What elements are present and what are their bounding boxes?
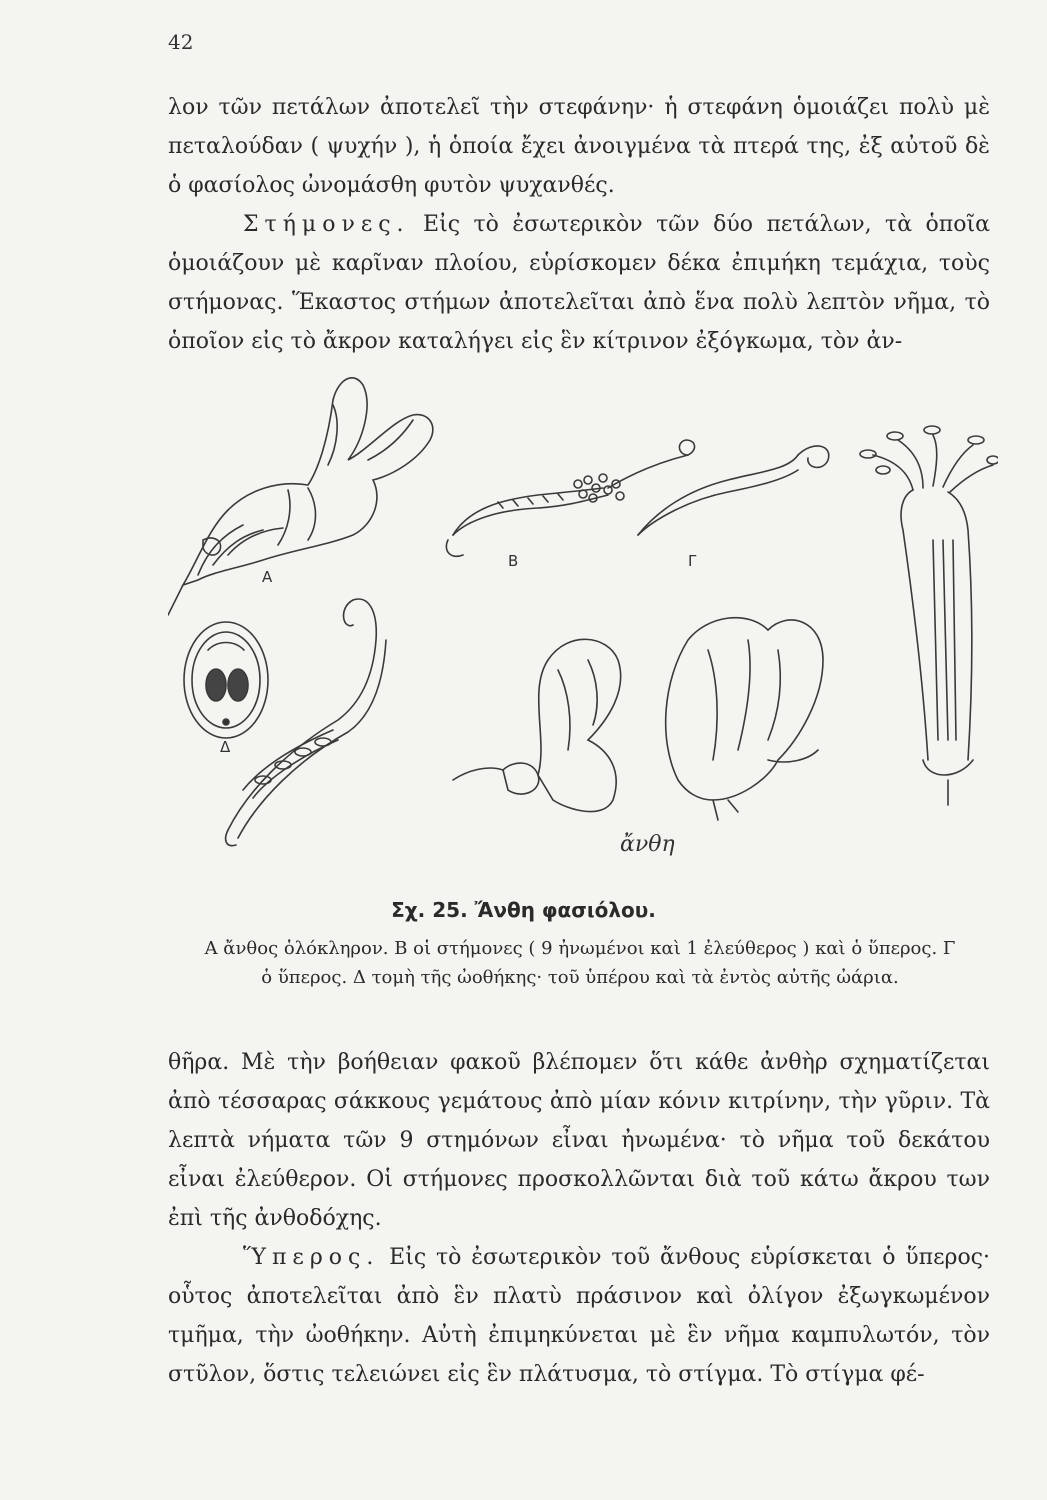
- whole-flower-drawing: [168, 378, 433, 615]
- label-b: Β: [508, 552, 519, 570]
- paragraph-stamens: [168, 205, 990, 361]
- stamens-drawing: [446, 440, 694, 556]
- pistil-drawing: [638, 446, 829, 535]
- stamen-column-drawing: [860, 426, 998, 805]
- flower-illustrations: [168, 360, 998, 890]
- flower-side-view-drawing: [453, 639, 621, 811]
- figure-caption: Α ἄνθος ὁλόκληρον. Β οἱ στήμονες ( 9 ἠνωμένοι καὶ 1 ἐλεύθερος ) καὶ ὁ ὕπερος. Γ ὁ ὕπερος. Δ τομὴ τῆς ὠοθήκης· τοῦ ὑπέρου καὶ τὰ ἐντὸς αὐτῆς ὠάρια.: [204, 938, 956, 988]
- flower-front-view-drawing: [666, 618, 823, 820]
- ovary-ovules-drawing: [226, 599, 386, 846]
- stamens-text: Εἰς τὸ ἐσωτερικὸν τῶν δύο πετάλων, τὰ ὁποῖα ὁμοιάζουν μὲ καρῖναν πλοίου, εὑρίσκομεν δέκα ἐπιμήκη τεμάχια, τοὺς στήμονας. Ἕκαστος στήμων ἀποτελεῖται ἀπὸ ἕνα πολὺ λεπτὸν νῆμα, τὸ ὁποῖον εἰς τὸ ἄκρον καταλήγει εἰς ἓν κίτρινον ἐξόγκωμα, τὸν ἀν-: [168, 212, 990, 354]
- figure-title: Σχ. 25. Ἄνθη φασιόλου.: [391, 898, 656, 922]
- label-d: Δ: [220, 738, 231, 756]
- pistil-heading: Ὕπερος.: [243, 1245, 380, 1270]
- figure-bean-flowers: [168, 360, 998, 890]
- label-g: Γ: [688, 552, 697, 570]
- paragraph-corolla: λον τῶν πετάλων ἀποτελεῖ τὴν στεφάνην· ἡ στεφάνη ὁμοιάζει πολὺ μὲ πεταλούδαν ( ψυχήν ), ἡ ὁποία ἔχει ἀνοιγμένα τὰ πτερά της, ἐξ αὐτοῦ δὲ ὁ φασίολος ὠνομάσθη φυτὸν ψυχανθές.: [168, 95, 990, 198]
- stamens-heading: Στήμονες.: [243, 212, 410, 237]
- flowers-label: ἄνθη: [620, 832, 675, 857]
- pistil-text: Εἰς τὸ ἐσωτερικὸν τοῦ ἄνθους εὑρίσκεται ὁ ὕπερος· οὗτος ἀποτελεῖται ἀπὸ ἓν πλατὺ πράσινον καὶ ὀλίγον ἐξωγκωμένον τμῆμα, τὴν ὠοθήκην. Αὐτὴ ἐπιμηκύνεται μὲ ἓν νῆμα καμπυλωτόν, τὸν στῦλον, ὅστις τελειώνει εἰς ἓν πλάτυσμα, τὸ στίγμα. Τὸ στίγμα φέ-: [168, 1245, 990, 1387]
- label-a: Α: [262, 568, 273, 586]
- paragraph-pistil: [168, 1238, 990, 1394]
- bottom-text-block: [168, 1043, 990, 1394]
- top-text-block: [168, 88, 990, 361]
- paragraph-anther: θῆρα. Μὲ τὴν βοήθειαν φακοῦ βλέπομεν ὅτι κάθε ἀνθὴρ σχηματίζεται ἀπὸ τέσσαρας σάκκους γεμάτους ἀπὸ μίαν κόνιν κιτρίνην, τὴν γῦριν. Τὰ λεπτὰ νήματα τῶν 9 στημόνων εἶναι ἠνωμένα· τὸ νῆμα τοῦ δεκάτου εἶναι ἐλεύθερον. Οἱ στήμονες προσκολλῶνται διὰ τοῦ κάτω ἄκρου των ἐπὶ τῆς ἀνθοδόχης.: [168, 1050, 990, 1231]
- ovary-section-drawing: [184, 622, 268, 738]
- page-number: 42: [168, 30, 194, 54]
